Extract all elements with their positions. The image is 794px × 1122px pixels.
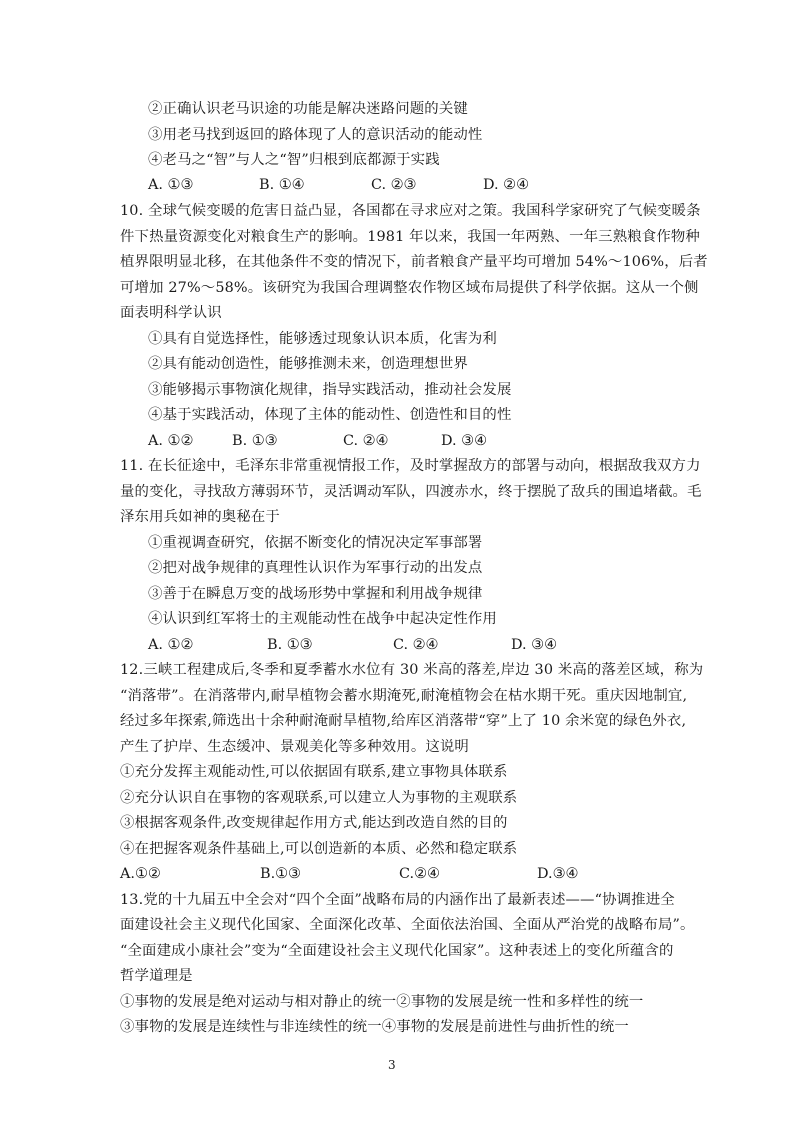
q9-options	[0, 176, 794, 194]
q12-option-c[interactable]: C.②④	[399, 866, 440, 882]
q13-stem-line: 哲学道理是	[120, 968, 193, 984]
page-number: 3	[388, 1058, 396, 1072]
q10-stem-line: 10. 全球气候变暖的危害日益凸显，各国都在寻求应对之策。我国科学家研究了气候变暖条	[120, 203, 701, 219]
q12-statement-3: ③根据客观条件,改变规律起作用方式,能达到改造自然的目的	[120, 815, 508, 831]
q12-option-d[interactable]: D.③④	[537, 866, 579, 882]
q13-stem-line: 13.党的十九届五中全会对“四个全面”战略布局的内涵作出了最新表述——“协调推进全	[120, 892, 675, 908]
q10-stem-line: 可增加 27%～58%。该研究为我国合理调整农作物区域布局提供了科学依据。这从一个侧	[120, 280, 699, 296]
q10-option-a[interactable]: A. ①②	[148, 433, 194, 449]
q11-statement-1: ①重视调查研究，依据不断变化的情况决定军事部署	[148, 535, 483, 551]
q9-statement-4: ④老马之“智”与人之“智”归根到底都源于实践	[148, 152, 440, 168]
q12-option-b[interactable]: B.①③	[260, 866, 301, 882]
q9-option-a[interactable]: A. ①③	[148, 177, 194, 193]
q12-statement-2: ②充分认识自在事物的客观联系,可以建立人为事物的主观联系	[120, 790, 518, 806]
q13-statement-row-2: ③事物的发展是连续性与非连续性的统一④事物的发展是前进性与曲折性的统一	[120, 1019, 629, 1035]
q12-option-a[interactable]: A.①②	[120, 866, 161, 882]
q9-option-b[interactable]: B. ①④	[259, 177, 305, 193]
q12-stem-line: “消落带”。在消落带内,耐旱植物会蓄水期淹死,耐淹植物会在枯水期干死。重庆因地制宜,	[120, 688, 688, 704]
q11-option-d[interactable]: D. ③④	[511, 637, 557, 653]
q11-stem-line: 量的变化，寻找敌方薄弱环节，灵活调动军队，四渡赤水，终于摆脱了敌兵的围追堵截。毛	[120, 484, 702, 500]
q11-options	[0, 636, 794, 654]
q12-statement-1: ①充分发挥主观能动性,可以依据固有联系,建立事物具体联系	[120, 764, 508, 780]
q10-stem-line: 面表明科学认识	[120, 305, 222, 321]
q10-stem-line: 件下热量资源变化对粮食生产的影响。1981 年以来，我国一年两熟、一年三熟粮食作物种	[120, 229, 700, 245]
q12-stem-line: 产生了护岸、生态缓冲、景观美化等多种效用。这说明	[120, 739, 469, 755]
q9-option-c[interactable]: C. ②③	[371, 177, 417, 193]
q10-option-d[interactable]: D. ③④	[441, 433, 487, 449]
q11-stem-line: 泽东用兵如神的奥秘在于	[120, 509, 280, 525]
q10-stem-line: 植界限明显北移，在其他条件不变的情况下，前者粮食产量平均可增加 54%～106%，后者	[120, 254, 708, 270]
q13-statement-row-1: ①事物的发展是绝对运动与相对静止的统一②事物的发展是统一性和多样性的统一	[120, 994, 644, 1010]
q11-option-b[interactable]: B. ①③	[267, 637, 313, 653]
q9-statement-2: ②正确认识老马识途的功能是解决迷路问题的关键	[148, 101, 468, 117]
q12-statement-4: ④在把握客观条件基础上,可以创造新的本质、必然和稳定联系	[120, 841, 518, 857]
q9-statement-3: ③用老马找到返回的路体现了人的意识活动的能动性	[148, 127, 483, 143]
q10-statement-3: ③能够揭示事物演化规律，指导实践活动，推动社会发展	[148, 382, 512, 398]
q11-option-c[interactable]: C. ②④	[393, 637, 439, 653]
q10-statement-2: ②具有能动创造性，能够推测未来，创造理想世界	[148, 356, 468, 372]
q10-statement-4: ④基于实践活动，体现了主体的能动性、创造性和目的性	[148, 407, 512, 423]
q11-statement-4: ④认识到红军将士的主观能动性在战争中起决定性作用	[148, 611, 497, 627]
q12-stem-line: 经过多年探索,筛选出十余种耐淹耐旱植物,给库区消落带“穿”上了 10 余米宽的绿色外衣,	[120, 713, 687, 729]
q12-options	[0, 865, 794, 883]
q9-option-d[interactable]: D. ②④	[483, 177, 529, 193]
q11-statement-3: ③善于在瞬息万变的战场形势中掌握和利用战争规律	[148, 586, 483, 602]
q10-options	[0, 432, 794, 450]
q11-statement-2: ②把对战争规律的真理性认识作为军事行动的出发点	[148, 560, 483, 576]
q10-option-b[interactable]: B. ①③	[232, 433, 278, 449]
q12-stem-line: 12.三峡工程建成后,冬季和夏季蓄水水位有 30 米高的落差,岸边 30 米高的落差区域，称为	[120, 662, 704, 678]
q10-statement-1: ①具有自觉选择性，能够透过现象认识本质，化害为利	[148, 331, 497, 347]
q13-stem-line: “全面建成小康社会”变为“全面建设社会主义现代化国家”。这种表述上的变化所蕴含的	[120, 943, 674, 959]
q13-stem-line: 面建设社会主义现代化国家、全面深化改革、全面依法治国、全面从严治党的战略布局”。	[120, 917, 695, 933]
q10-option-c[interactable]: C. ②④	[343, 433, 389, 449]
q11-stem-line: 11. 在长征途中，毛泽东非常重视情报工作，及时掌握敌方的部署与动向，根据敌我双方力	[120, 458, 701, 474]
q11-option-a[interactable]: A. ①②	[148, 637, 194, 653]
